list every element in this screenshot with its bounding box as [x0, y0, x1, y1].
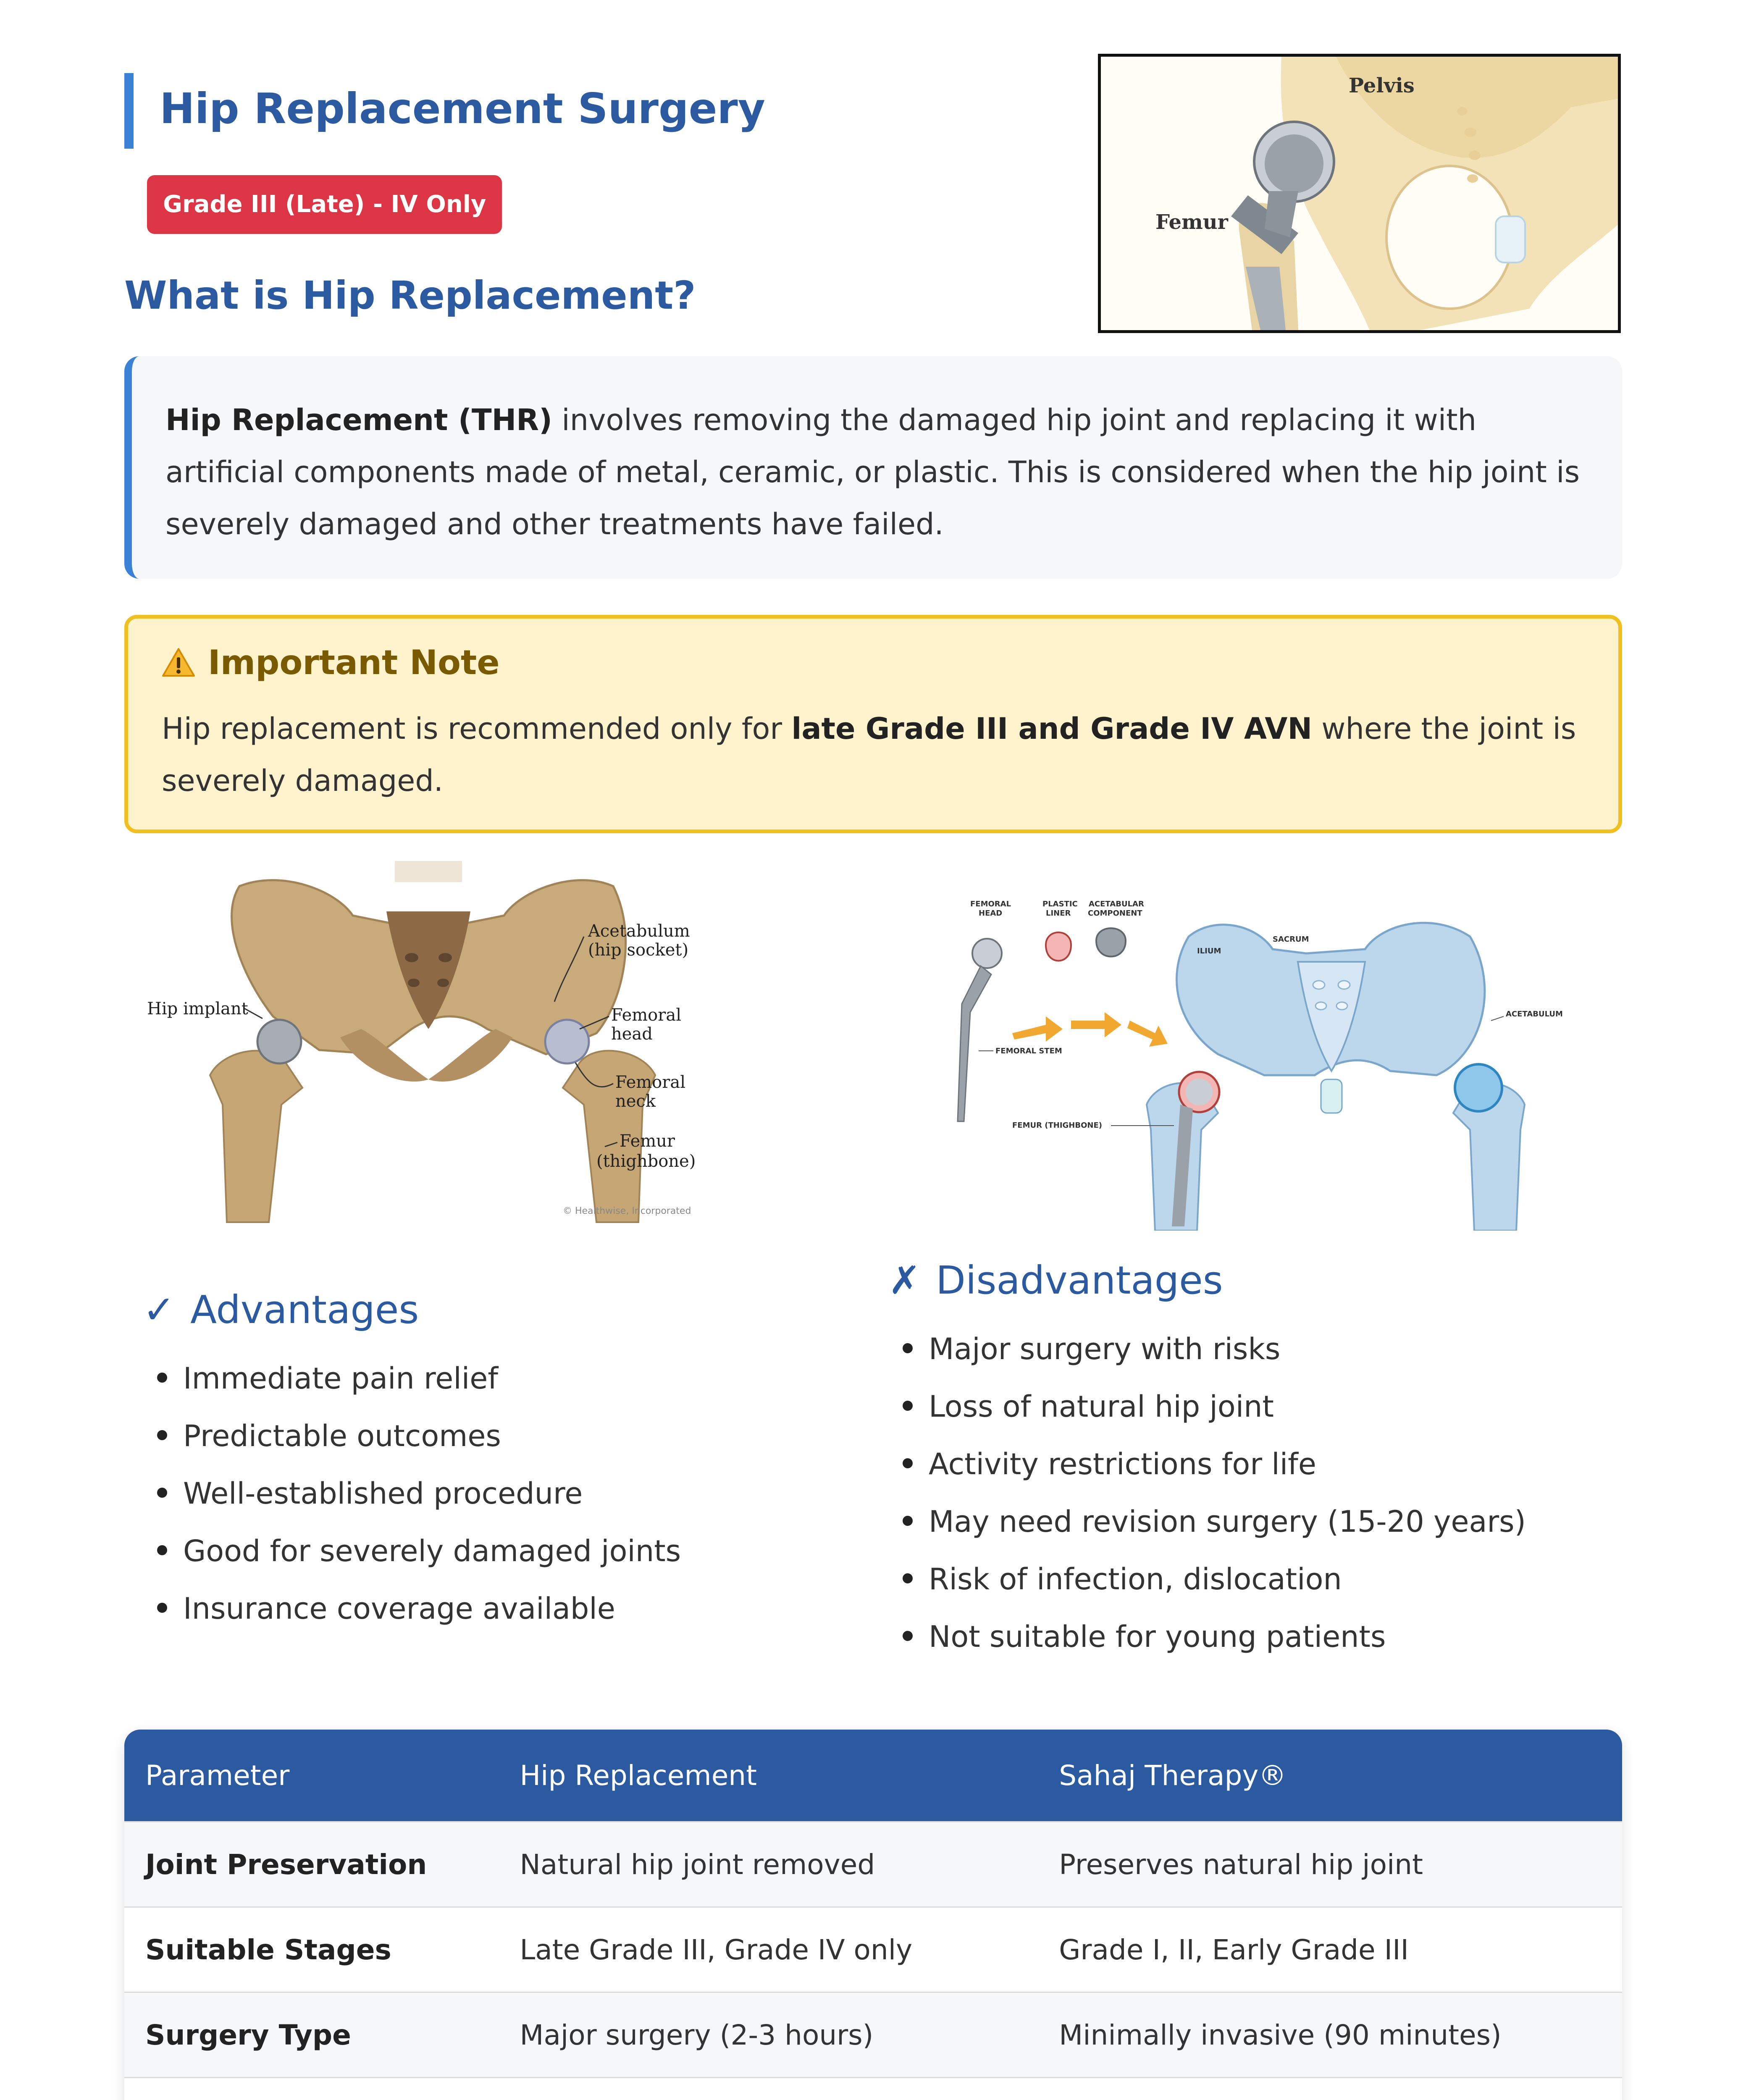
check-icon: ✓ — [143, 1287, 176, 1332]
table-row — [124, 1992, 1622, 2078]
list-item: Loss of natural hip joint — [888, 1386, 1602, 1443]
page-title: Hip Replacement Surgery — [160, 84, 765, 133]
note-text — [162, 703, 1585, 807]
important-note — [124, 615, 1622, 833]
warning-icon — [162, 647, 195, 677]
header-sahaj-therapy: Sahaj Therapy® — [1038, 1730, 1622, 1822]
advantages-heading: Advantages — [190, 1287, 419, 1332]
comparison-table-grid — [124, 1730, 1622, 2100]
acetabulum-label: ACETABULUM — [1506, 1010, 1563, 1018]
row-parameter: Surgery Type — [124, 1992, 499, 2078]
disadvantages-list — [888, 1328, 1602, 1673]
row-hip-value: Natural hip joint removed — [499, 1822, 1038, 1907]
list-item: Activity restrictions for life — [888, 1443, 1602, 1501]
acetabular-label-1: ACETABULAR — [1089, 900, 1144, 908]
disadvantages-heading-row — [888, 1258, 1602, 1303]
row-sahaj-value: Minimally invasive (90 minutes) — [1038, 1992, 1622, 2078]
acetabular-label-2: COMPONENT — [1088, 909, 1142, 918]
header-parameter: Parameter — [124, 1730, 499, 1822]
components-diagram — [945, 895, 1600, 1231]
femoral-head-label-2: HEAD — [979, 909, 1003, 918]
note-heading: Important Note — [208, 643, 500, 682]
list-item: Predictable outcomes — [143, 1415, 815, 1473]
cross-icon: ✗ — [888, 1258, 921, 1303]
femoral-head-label-1: FEMORAL — [970, 900, 1011, 908]
list-item: Good for severely damaged joints — [143, 1530, 815, 1588]
definition-box — [124, 356, 1622, 579]
list-item: May need revision surgery (15-20 years) — [888, 1501, 1602, 1558]
title-accent-bar — [124, 73, 134, 149]
row-sahaj-value: Preserves natural hip joint — [1038, 1822, 1622, 1907]
header-hip-replacement: Hip Replacement — [499, 1730, 1038, 1822]
pelvis-implant-diagram — [143, 853, 722, 1231]
femur-label: FEMUR (THIGHBONE) — [1012, 1121, 1102, 1130]
list-item: Risk of infection, dislocation — [888, 1558, 1602, 1616]
definition-lead: Hip Replacement (THR) — [165, 403, 553, 437]
table-row — [124, 1822, 1622, 1907]
table-row — [124, 1907, 1622, 1992]
disadvantages-heading: Disadvantages — [936, 1258, 1223, 1303]
femoral-head-label-2: head — [611, 1024, 653, 1044]
pelvis-implant-illustration — [143, 853, 722, 1231]
comparison-table — [124, 1730, 1622, 2100]
plastic-liner-label-2: LINER — [1046, 909, 1071, 918]
table-header-row — [124, 1730, 1622, 1822]
advantages-list — [143, 1357, 815, 1645]
sacrum-label: SACRUM — [1273, 935, 1309, 944]
list-item: Immediate pain relief — [143, 1357, 815, 1415]
ilium-label: ILIUM — [1197, 947, 1221, 956]
note-text-end: where the joint is severely damaged. — [162, 711, 1576, 798]
table-row — [124, 2078, 1622, 2100]
note-heading-row — [162, 635, 1585, 690]
advantages-heading-row — [143, 1287, 815, 1332]
hip-implant-illustration — [1101, 57, 1618, 330]
femur-label: Femur — [620, 1131, 675, 1151]
note-text-start: Hip replacement is recommended only for — [162, 711, 792, 746]
row-sahaj-value: Grade I, II, Early Grade III — [1038, 1907, 1622, 1992]
row-hip-value — [499, 2078, 1038, 2100]
femoral-neck-label-1: Femoral — [615, 1073, 686, 1092]
list-item: Well-established procedure — [143, 1473, 815, 1530]
row-parameter: Joint Preservation — [124, 1822, 499, 1907]
list-item: Not suitable for young patients — [888, 1616, 1602, 1673]
femoral-head-label-1: Femoral — [611, 1005, 682, 1025]
note-text-bold: late Grade III and Grade IV AVN — [791, 711, 1313, 746]
hip-implant-label: Hip implant — [147, 999, 248, 1018]
acetabulum-label: Acetabulum — [588, 921, 690, 941]
credit-label: © Healthwise, Incorporated — [563, 1206, 691, 1216]
femoral-neck-label-2: neck — [615, 1092, 656, 1111]
row-hip-value: Major surgery (2-3 hours) — [499, 1992, 1038, 2078]
plastic-liner-label-1: PLASTIC — [1042, 900, 1078, 908]
row-parameter: Suitable Stages — [124, 1907, 499, 1992]
femur-label: Femur — [1155, 210, 1228, 234]
hip-implant-image — [1098, 54, 1621, 333]
components-illustration — [945, 895, 1600, 1231]
disadvantages-section — [888, 1258, 1602, 1673]
advantages-section — [143, 1287, 815, 1645]
pelvis-label: Pelvis — [1349, 74, 1415, 97]
femoral-stem-label: FEMORAL STEM — [995, 1047, 1062, 1055]
grade-badge: Grade III (Late) - IV Only — [147, 175, 502, 234]
list-item: Insurance coverage available — [143, 1588, 815, 1645]
definition-text: involves removing the damaged hip joint and replacing it with artificial components made of metal, ceramic, or plastic. This is considered when the hip joint is severely damaged and other treatments have failed. — [165, 403, 1580, 541]
list-item: Major surgery with risks — [888, 1328, 1602, 1386]
row-sahaj-value — [1038, 2078, 1622, 2100]
row-hip-value: Late Grade III, Grade IV only — [499, 1907, 1038, 1992]
section-subtitle: What is Hip Replacement? — [124, 273, 696, 318]
hip-socket-label: (hip socket) — [588, 940, 689, 960]
thighbone-label: (thighbone) — [596, 1152, 696, 1171]
row-parameter — [124, 2078, 499, 2100]
